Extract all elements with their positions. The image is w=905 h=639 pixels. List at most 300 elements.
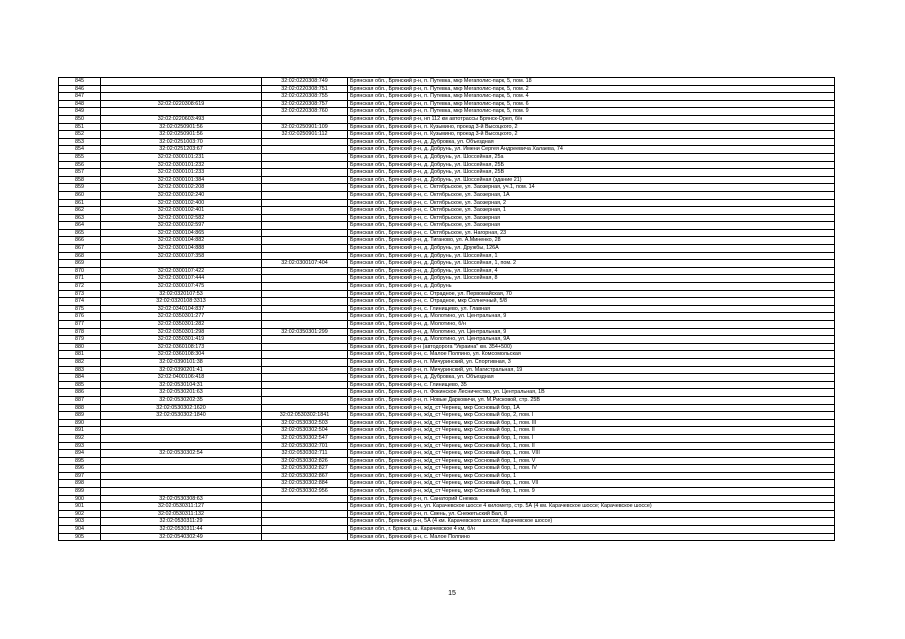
table-row bbox=[59, 267, 835, 275]
cadastral-number-cell: 32:02:0300107:475 bbox=[101, 283, 262, 291]
premises-cadastral-number-cell bbox=[262, 298, 348, 306]
address-cell: Брянская обл., Брянский р-н, ж/д_ст Чернец, мкр Сосновый бор, 1, пом. III bbox=[348, 419, 835, 427]
address-cell: Брянская обл., Брянский р-н, п. Путевка, мкр Мегаполис-парк, 5, пом. 2 bbox=[348, 85, 835, 93]
row-number-cell: 865 bbox=[59, 229, 101, 237]
row-number-cell: 875 bbox=[59, 305, 101, 313]
row-number-cell: 890 bbox=[59, 419, 101, 427]
row-number-cell: 892 bbox=[59, 434, 101, 442]
cadastral-number-cell bbox=[101, 480, 262, 488]
address-cell: Брянская обл., Брянский р-н, д. Добрунь, ул. Дружбы, 126А bbox=[348, 245, 835, 253]
cadastral-number-cell: 32:02:0400106:418 bbox=[101, 374, 262, 382]
table-row bbox=[59, 207, 835, 215]
row-number-cell: 895 bbox=[59, 457, 101, 465]
premises-cadastral-number-cell: 32:02:0530302:711 bbox=[262, 450, 348, 458]
table-row bbox=[59, 419, 835, 427]
premises-cadastral-number-cell bbox=[262, 214, 348, 222]
address-cell: Брянская обл., Брянский р-н, п. Новые Дарковичи, ул. М.Рисковой, стр. 25В bbox=[348, 396, 835, 404]
table-row bbox=[59, 161, 835, 169]
table-row bbox=[59, 396, 835, 404]
cadastral-number-cell: 32:02:0530302:1620 bbox=[101, 404, 262, 412]
table-row bbox=[59, 328, 835, 336]
address-cell: Брянская обл., Брянский р-н, п. Мичуринский, ул. Магистральная, 19 bbox=[348, 366, 835, 374]
row-number-cell: 901 bbox=[59, 503, 101, 511]
cadastral-number-cell bbox=[101, 472, 262, 480]
premises-cadastral-number-cell bbox=[262, 366, 348, 374]
table-row bbox=[59, 305, 835, 313]
table-row bbox=[59, 510, 835, 518]
address-cell: Брянская обл., Брянский р-н, с. Октябрьское, ул. Заозерная, уч.1, пом. 14 bbox=[348, 184, 835, 192]
row-number-cell: 852 bbox=[59, 131, 101, 139]
premises-cadastral-number-cell bbox=[262, 184, 348, 192]
table-row bbox=[59, 229, 835, 237]
table-row bbox=[59, 123, 835, 131]
cadastral-number-cell: 32:02:0251003:70 bbox=[101, 138, 262, 146]
cadastral-number-cell: 32:02:0300102:400 bbox=[101, 199, 262, 207]
address-cell: Брянская обл., Брянский р-н, 5А (4 км. Карачевского шоссе; Карачевское шоссе) bbox=[348, 518, 835, 526]
address-cell: Брянская обл., Брянский р-н, ж/д_ст Чернец, мкр Сосновый бор, 1 bbox=[348, 472, 835, 480]
row-number-cell: 863 bbox=[59, 214, 101, 222]
row-number-cell: 859 bbox=[59, 184, 101, 192]
table-row bbox=[59, 389, 835, 397]
premises-cadastral-number-cell bbox=[262, 290, 348, 298]
address-cell: Брянская обл., Брянский р-н, д. Молотино, ул. Центральная, 9А bbox=[348, 336, 835, 344]
table-row bbox=[59, 108, 835, 116]
cadastral-number-cell bbox=[101, 427, 262, 435]
address-cell: Брянская обл., Брянский р-н, с. Октябрьское, ул. Заозерная, 1А bbox=[348, 191, 835, 199]
cadastral-number-cell bbox=[101, 93, 262, 101]
address-cell: Брянская обл., Брянский р-н, ж/д_ст Чернец, мкр Сосновый бор, 1, пом. IV bbox=[348, 465, 835, 473]
row-number-cell: 888 bbox=[59, 404, 101, 412]
address-cell: Брянская обл., Брянский р-н, ж/д_ст Чернец, мкр Сосновый бор, 1, пом. VII bbox=[348, 480, 835, 488]
row-number-cell: 855 bbox=[59, 153, 101, 161]
row-number-cell: 900 bbox=[59, 495, 101, 503]
table-row bbox=[59, 146, 835, 154]
premises-cadastral-number-cell bbox=[262, 404, 348, 412]
premises-cadastral-number-cell bbox=[262, 283, 348, 291]
premises-cadastral-number-cell bbox=[262, 191, 348, 199]
row-number-cell: 882 bbox=[59, 358, 101, 366]
address-cell: Брянская обл., Брянский р-н, д. Добрунь, ул. Имени Сергея Андреевича Халаева, 74 bbox=[348, 146, 835, 154]
premises-cadastral-number-cell: 32:02:0350301:299 bbox=[262, 328, 348, 336]
row-number-cell: 887 bbox=[59, 396, 101, 404]
row-number-cell: 891 bbox=[59, 427, 101, 435]
premises-cadastral-number-cell bbox=[262, 199, 348, 207]
address-cell: Брянская обл., Брянский р-н, ж/д_ст Чернец, мкр Сосновый бор, 1, пом. I bbox=[348, 434, 835, 442]
cadastral-number-cell: 32:02:0300101:384 bbox=[101, 176, 262, 184]
row-number-cell: 850 bbox=[59, 115, 101, 123]
premises-cadastral-number-cell bbox=[262, 169, 348, 177]
address-cell: Брянская обл., Брянский р-н, с. Малое Полпино bbox=[348, 533, 835, 541]
table-row bbox=[59, 533, 835, 541]
table-row bbox=[59, 199, 835, 207]
cadastral-number-cell: 32:02:0350301:298 bbox=[101, 328, 262, 336]
cadastral-number-cell: 32:02:0220603:493 bbox=[101, 115, 262, 123]
table-row bbox=[59, 100, 835, 108]
premises-cadastral-number-cell bbox=[262, 305, 348, 313]
row-number-cell: 879 bbox=[59, 336, 101, 344]
address-cell: Брянская обл., Брянский р-н, п. Путевка, мкр Мегаполис-парк, 5, пом. 6 bbox=[348, 100, 835, 108]
premises-cadastral-number-cell bbox=[262, 381, 348, 389]
premises-cadastral-number-cell: 32:02:0530302:1841 bbox=[262, 412, 348, 420]
address-cell: Брянская обл., Брянский р-н, д. Дубровка, ул. Объездная bbox=[348, 374, 835, 382]
address-cell: Брянская обл., Брянский р-н, д. Молотино, ул. Центральная, 9 bbox=[348, 313, 835, 321]
table-row bbox=[59, 260, 835, 268]
address-cell: Брянская обл., Брянский р-н, д. Добрунь, ул. Шоссейная, 25Б bbox=[348, 161, 835, 169]
premises-cadastral-number-cell bbox=[262, 343, 348, 351]
table-row bbox=[59, 245, 835, 253]
cadastral-number-cell: 32:02:0220308:619 bbox=[101, 100, 262, 108]
premises-cadastral-number-cell: 32:02:0220308:749 bbox=[262, 78, 348, 86]
row-number-cell: 847 bbox=[59, 93, 101, 101]
address-cell: Брянская обл., Брянский р-н, д. Добрунь bbox=[348, 283, 835, 291]
premises-cadastral-number-cell bbox=[262, 229, 348, 237]
row-number-cell: 845 bbox=[59, 78, 101, 86]
address-cell: Брянская обл., Брянский р-н, ж/д_ст Чернец, мкр Сосновый бор, 1А bbox=[348, 404, 835, 412]
address-cell: Брянская обл., Брянский р-н, нп 112 км автотрассы Брянск-Орел, б/н bbox=[348, 115, 835, 123]
premises-cadastral-number-cell: 32:02:0530302:547 bbox=[262, 434, 348, 442]
row-number-cell: 851 bbox=[59, 123, 101, 131]
address-cell: Брянская обл., Брянский р-н, с. Отрадное, мкр Солнечный, 5/8 bbox=[348, 298, 835, 306]
premises-cadastral-number-cell bbox=[262, 533, 348, 541]
row-number-cell: 903 bbox=[59, 518, 101, 526]
table-row bbox=[59, 488, 835, 496]
table-row bbox=[59, 465, 835, 473]
row-number-cell: 870 bbox=[59, 267, 101, 275]
table-row bbox=[59, 275, 835, 283]
cadastral-number-cell: 32:02:0250901:56 bbox=[101, 123, 262, 131]
table-row bbox=[59, 176, 835, 184]
cadastral-number-cell: 32:02:0360108:304 bbox=[101, 351, 262, 359]
table-row bbox=[59, 381, 835, 389]
table-row bbox=[59, 404, 835, 412]
table-row bbox=[59, 343, 835, 351]
cadastral-number-cell: 32:02:0340104:837 bbox=[101, 305, 262, 313]
cadastral-number-cell: 32:02:0350301:277 bbox=[101, 313, 262, 321]
premises-cadastral-number-cell bbox=[262, 510, 348, 518]
cadastral-number-cell bbox=[101, 108, 262, 116]
row-number-cell: 858 bbox=[59, 176, 101, 184]
table-row bbox=[59, 313, 835, 321]
address-cell: Брянская обл., Брянский р-н, п. Путевка, мкр Мегаполис-парк, 5, пом. 9 bbox=[348, 108, 835, 116]
address-cell: Брянская обл., Брянский р-н, с. Глинищево, 35 bbox=[348, 381, 835, 389]
premises-cadastral-number-cell bbox=[262, 495, 348, 503]
address-cell: Брянская обл., Брянский р-н, п. Фокинское Лесничество, ул. Центральная, 1В bbox=[348, 389, 835, 397]
row-number-cell: 857 bbox=[59, 169, 101, 177]
table-row bbox=[59, 526, 835, 534]
cadastral-number-cell bbox=[101, 260, 262, 268]
address-cell: Брянская обл., Брянский р-н, д. Добрунь, ул. Шоссейная, 25В bbox=[348, 169, 835, 177]
cadastral-number-cell bbox=[101, 488, 262, 496]
address-cell: Брянская обл., Брянский р-н, ул. Карачевское шоссе 4 километр, стр. 5А (4 км. Карачевское шоссе; Карачевское шоссе) bbox=[348, 503, 835, 511]
row-number-cell: 889 bbox=[59, 412, 101, 420]
cadastral-number-cell bbox=[101, 465, 262, 473]
table-row bbox=[59, 237, 835, 245]
row-number-cell: 880 bbox=[59, 343, 101, 351]
row-number-cell: 867 bbox=[59, 245, 101, 253]
row-number-cell: 886 bbox=[59, 389, 101, 397]
premises-cadastral-number-cell bbox=[262, 146, 348, 154]
table-row bbox=[59, 450, 835, 458]
row-number-cell: 848 bbox=[59, 100, 101, 108]
cadastral-number-cell: 32:02:0300104:865 bbox=[101, 229, 262, 237]
cadastral-number-cell: 32:02:0530202:35 bbox=[101, 396, 262, 404]
premises-cadastral-number-cell: 32:02:0530302:956 bbox=[262, 488, 348, 496]
address-cell: Брянская обл., г. Брянск, ш. Карачевское 4 км, б/н bbox=[348, 526, 835, 534]
table-row bbox=[59, 191, 835, 199]
address-cell: Брянская обл., Брянский р-н, д. Добрунь, ул. Шоссейная, 1 bbox=[348, 252, 835, 260]
table-row bbox=[59, 115, 835, 123]
table-row bbox=[59, 153, 835, 161]
table-row bbox=[59, 214, 835, 222]
cadastral-number-cell: 32:02:0530104:31 bbox=[101, 381, 262, 389]
cadastral-number-cell: 32:02:0300107:422 bbox=[101, 267, 262, 275]
table-row bbox=[59, 495, 835, 503]
row-number-cell: 869 bbox=[59, 260, 101, 268]
address-cell: Брянская обл., Брянский р-н, п. Путевка, мкр Мегаполис-парк, 5, пом. 4 bbox=[348, 93, 835, 101]
row-number-cell: 862 bbox=[59, 207, 101, 215]
registry-table bbox=[58, 77, 835, 541]
row-number-cell: 854 bbox=[59, 146, 101, 154]
cadastral-number-cell bbox=[101, 442, 262, 450]
address-cell: Брянская обл., Брянский р-н, ж/д_ст Чернец, мкр Сосновый бор, 1, пом. II bbox=[348, 427, 835, 435]
address-cell: Брянская обл., Брянский р-н, п. Кузьмино, проезд 3-й Высоцкого, 2 bbox=[348, 123, 835, 131]
table-row bbox=[59, 442, 835, 450]
premises-cadastral-number-cell: 32:02:0220308:755 bbox=[262, 93, 348, 101]
row-number-cell: 883 bbox=[59, 366, 101, 374]
address-cell: Брянская обл., Брянский р-н, с. Октябрьское, ул. Заозерная, 2 bbox=[348, 199, 835, 207]
cadastral-number-cell: 32:02:0350301:282 bbox=[101, 321, 262, 329]
address-cell: Брянская обл., Брянский р-н, д. Молотино, ул. Центральная, 9 bbox=[348, 328, 835, 336]
premises-cadastral-number-cell bbox=[262, 351, 348, 359]
row-number-cell: 885 bbox=[59, 381, 101, 389]
row-number-cell: 861 bbox=[59, 199, 101, 207]
address-cell: Брянская обл., Брянский р-н, д. Добрунь, ул. Шоссейная, 1, пом. 2 bbox=[348, 260, 835, 268]
row-number-cell: 902 bbox=[59, 510, 101, 518]
cadastral-number-cell: 32:02:0530311:44 bbox=[101, 526, 262, 534]
table-row bbox=[59, 131, 835, 139]
row-number-cell: 853 bbox=[59, 138, 101, 146]
page-number: 15 bbox=[448, 590, 456, 597]
address-cell: Брянская обл., Брянский р-н, д. Добрунь, ул. Шоссейная, 8 bbox=[348, 275, 835, 283]
cadastral-number-cell: 32:02:0350301:419 bbox=[101, 336, 262, 344]
premises-cadastral-number-cell: 32:02:0220308:757 bbox=[262, 100, 348, 108]
premises-cadastral-number-cell bbox=[262, 252, 348, 260]
premises-cadastral-number-cell bbox=[262, 115, 348, 123]
address-cell: Брянская обл., Брянский р-н, с. Отрадное, ул. Первомайская, 70 bbox=[348, 290, 835, 298]
cadastral-number-cell: 32:02:0530311:127 bbox=[101, 503, 262, 511]
cadastral-number-cell: 32:02:0530302:1840 bbox=[101, 412, 262, 420]
table-row bbox=[59, 138, 835, 146]
table-row bbox=[59, 169, 835, 177]
row-number-cell: 898 bbox=[59, 480, 101, 488]
cadastral-number-cell: 32:02:0320108:3313 bbox=[101, 298, 262, 306]
address-cell: Брянская обл., Брянский р-н, д. Добрунь, ул. Шоссейная, 25а bbox=[348, 153, 835, 161]
table-row bbox=[59, 358, 835, 366]
cadastral-number-cell: 32:02:0300102:582 bbox=[101, 214, 262, 222]
premises-cadastral-number-cell: 32:02:0220308:760 bbox=[262, 108, 348, 116]
premises-cadastral-number-cell: 32:02:0250901:112 bbox=[262, 131, 348, 139]
table-row bbox=[59, 298, 835, 306]
premises-cadastral-number-cell: 32:02:0530302:826 bbox=[262, 457, 348, 465]
row-number-cell: 884 bbox=[59, 374, 101, 382]
cadastral-number-cell: 32:02:0300104:888 bbox=[101, 245, 262, 253]
address-cell: Брянская обл., Брянский р-н, ж/д_ст Чернец, мкр Сосновый бор, 2, пом. I bbox=[348, 412, 835, 420]
table-row bbox=[59, 457, 835, 465]
address-cell: Брянская обл., Брянский р-н, с. Малое Полпино, ул. Комсомольская bbox=[348, 351, 835, 359]
premises-cadastral-number-cell: 32:02:0530302:884 bbox=[262, 480, 348, 488]
cadastral-number-cell: 32:02:0300102:240 bbox=[101, 191, 262, 199]
address-cell: Брянская обл., Брянский р-н, п. Кузьмино, проезд 3-й Высоцкого, 2 bbox=[348, 131, 835, 139]
table-row bbox=[59, 480, 835, 488]
table-row bbox=[59, 85, 835, 93]
row-number-cell: 904 bbox=[59, 526, 101, 534]
address-cell: Брянская обл., Брянский р-н, д. Тиганово, ул. А.Миненко, 28 bbox=[348, 237, 835, 245]
premises-cadastral-number-cell bbox=[262, 358, 348, 366]
premises-cadastral-number-cell bbox=[262, 237, 348, 245]
row-number-cell: 894 bbox=[59, 450, 101, 458]
cadastral-number-cell: 32:02:0300102:208 bbox=[101, 184, 262, 192]
cadastral-number-cell: 32:02:0300107:358 bbox=[101, 252, 262, 260]
table-row bbox=[59, 184, 835, 192]
address-cell: Брянская обл., Брянский р-н (автодорога "Украина" км. 354+500) bbox=[348, 343, 835, 351]
table-row bbox=[59, 93, 835, 101]
premises-cadastral-number-cell bbox=[262, 321, 348, 329]
row-number-cell: 864 bbox=[59, 222, 101, 230]
cadastral-number-cell: 32:02:0250901:56 bbox=[101, 131, 262, 139]
row-number-cell: 873 bbox=[59, 290, 101, 298]
table-row bbox=[59, 472, 835, 480]
row-number-cell: 849 bbox=[59, 108, 101, 116]
premises-cadastral-number-cell bbox=[262, 275, 348, 283]
row-number-cell: 860 bbox=[59, 191, 101, 199]
premises-cadastral-number-cell: 32:02:0530302:701 bbox=[262, 442, 348, 450]
cadastral-number-cell bbox=[101, 78, 262, 86]
premises-cadastral-number-cell: 32:02:0530302:504 bbox=[262, 427, 348, 435]
cadastral-number-cell: 32:02:0300104:882 bbox=[101, 237, 262, 245]
cadastral-number-cell: 32:02:0530201:63 bbox=[101, 389, 262, 397]
table-row bbox=[59, 374, 835, 382]
row-number-cell: 868 bbox=[59, 252, 101, 260]
cadastral-number-cell: 32:02:0390101:38 bbox=[101, 358, 262, 366]
address-cell: Брянская обл., Брянский р-н, ж/д_ст Чернец, мкр Сосновый бор, 1, пом. V bbox=[348, 457, 835, 465]
address-cell: Брянская обл., Брянский р-н, с. Октябрьское, ул. Заозерная, 1 bbox=[348, 207, 835, 215]
table-row bbox=[59, 222, 835, 230]
cadastral-number-cell: 32:02:0530302:54 bbox=[101, 450, 262, 458]
table-row bbox=[59, 283, 835, 291]
address-cell: Брянская обл., Брянский р-н, с. Октябрьское, ул. Заозерная bbox=[348, 214, 835, 222]
row-number-cell: 881 bbox=[59, 351, 101, 359]
premises-cadastral-number-cell bbox=[262, 176, 348, 184]
row-number-cell: 877 bbox=[59, 321, 101, 329]
cadastral-number-cell: 32:02:0530311:132 bbox=[101, 510, 262, 518]
premises-cadastral-number-cell: 32:02:0530302:827 bbox=[262, 465, 348, 473]
table-row bbox=[59, 366, 835, 374]
cadastral-number-cell: 32:02:0300107:444 bbox=[101, 275, 262, 283]
row-number-cell: 856 bbox=[59, 161, 101, 169]
premises-cadastral-number-cell: 32:02:0300107:404 bbox=[262, 260, 348, 268]
cadastral-number-cell: 32:02:0300101:232 bbox=[101, 161, 262, 169]
address-cell: Брянская обл., Брянский р-н, ж/д_ст Чернец, мкр Сосновый бор, 1, пом. II bbox=[348, 442, 835, 450]
table-row bbox=[59, 412, 835, 420]
address-cell: Брянская обл., Брянский р-н, п. Свень, ул. Снежетьский Вал, 8 bbox=[348, 510, 835, 518]
address-cell: Брянская обл., Брянский р-н, д. Дубровка, ул. Объездная bbox=[348, 138, 835, 146]
cadastral-number-cell: 32:02:0320107:53 bbox=[101, 290, 262, 298]
cadastral-number-cell: 32:02:0530311:29 bbox=[101, 518, 262, 526]
table-row bbox=[59, 252, 835, 260]
premises-cadastral-number-cell bbox=[262, 138, 348, 146]
premises-cadastral-number-cell bbox=[262, 389, 348, 397]
row-number-cell: 866 bbox=[59, 237, 101, 245]
row-number-cell: 876 bbox=[59, 313, 101, 321]
table-row bbox=[59, 351, 835, 359]
cadastral-number-cell: 32:02:0251203:67 bbox=[101, 146, 262, 154]
row-number-cell: 846 bbox=[59, 85, 101, 93]
premises-cadastral-number-cell: 32:02:0530302:867 bbox=[262, 472, 348, 480]
premises-cadastral-number-cell bbox=[262, 518, 348, 526]
address-cell: Брянская обл., Брянский р-н, ж/д_ст Чернец, мкр Сосновый бор, 1, пом. VIII bbox=[348, 450, 835, 458]
row-number-cell: 871 bbox=[59, 275, 101, 283]
premises-cadastral-number-cell: 32:02:0530302:503 bbox=[262, 419, 348, 427]
address-cell: Брянская обл., Брянский р-н, ж/д_ст Чернец, мкр Сосновый бор, 1, пом. 9 bbox=[348, 488, 835, 496]
address-cell: Брянская обл., Брянский р-н, п. Санаторий Снежка bbox=[348, 495, 835, 503]
row-number-cell: 872 bbox=[59, 283, 101, 291]
cadastral-number-cell: 32:02:0530308:63 bbox=[101, 495, 262, 503]
table-row bbox=[59, 434, 835, 442]
table-row bbox=[59, 518, 835, 526]
address-cell: Брянская обл., Брянский р-н, п. Путевка, мкр Мегаполис-парк, 5, пом. 18 bbox=[348, 78, 835, 86]
premises-cadastral-number-cell bbox=[262, 374, 348, 382]
cadastral-number-cell: 32:02:0300102:597 bbox=[101, 222, 262, 230]
row-number-cell: 896 bbox=[59, 465, 101, 473]
table-row bbox=[59, 336, 835, 344]
cadastral-number-cell bbox=[101, 85, 262, 93]
premises-cadastral-number-cell bbox=[262, 503, 348, 511]
cadastral-number-cell bbox=[101, 457, 262, 465]
premises-cadastral-number-cell bbox=[262, 526, 348, 534]
cadastral-number-cell: 32:02:0540302:49 bbox=[101, 533, 262, 541]
address-cell: Брянская обл., Брянский р-н, с. Глинищево, ул. Главная bbox=[348, 305, 835, 313]
cadastral-number-cell bbox=[101, 434, 262, 442]
address-cell: Брянская обл., Брянский р-н, п. Мичуринский, ул. Спортивная, 3 bbox=[348, 358, 835, 366]
cadastral-number-cell: 32:02:0360108:173 bbox=[101, 343, 262, 351]
cadastral-number-cell: 32:02:0300101:233 bbox=[101, 169, 262, 177]
row-number-cell: 899 bbox=[59, 488, 101, 496]
cadastral-number-cell bbox=[101, 419, 262, 427]
cadastral-number-cell: 32:02:0390201:41 bbox=[101, 366, 262, 374]
premises-cadastral-number-cell bbox=[262, 313, 348, 321]
row-number-cell: 905 bbox=[59, 533, 101, 541]
address-cell: Брянская обл., Брянский р-н, с. Октябрьское, ул. Заозерная bbox=[348, 222, 835, 230]
address-cell: Брянская обл., Брянский р-н, д. Молотино, б/н bbox=[348, 321, 835, 329]
premises-cadastral-number-cell bbox=[262, 245, 348, 253]
address-cell: Брянская обл., Брянский р-н, с. Октябрьское, ул. Нагорная, 23 bbox=[348, 229, 835, 237]
premises-cadastral-number-cell bbox=[262, 267, 348, 275]
premises-cadastral-number-cell bbox=[262, 336, 348, 344]
cadastral-number-cell: 32:02:0300101:231 bbox=[101, 153, 262, 161]
premises-cadastral-number-cell: 32:02:0250901:109 bbox=[262, 123, 348, 131]
premises-cadastral-number-cell bbox=[262, 396, 348, 404]
premises-cadastral-number-cell bbox=[262, 153, 348, 161]
address-cell: Брянская обл., Брянский р-н, д. Добрунь, ул. Шоссейная (здание 21) bbox=[348, 176, 835, 184]
row-number-cell: 878 bbox=[59, 328, 101, 336]
registry-table-body bbox=[59, 78, 835, 541]
cadastral-number-cell: 32:02:0300102:401 bbox=[101, 207, 262, 215]
address-cell: Брянская обл., Брянский р-н, д. Добрунь, ул. Шоссейная, 4 bbox=[348, 267, 835, 275]
premises-cadastral-number-cell bbox=[262, 207, 348, 215]
row-number-cell: 897 bbox=[59, 472, 101, 480]
premises-cadastral-number-cell bbox=[262, 222, 348, 230]
row-number-cell: 893 bbox=[59, 442, 101, 450]
